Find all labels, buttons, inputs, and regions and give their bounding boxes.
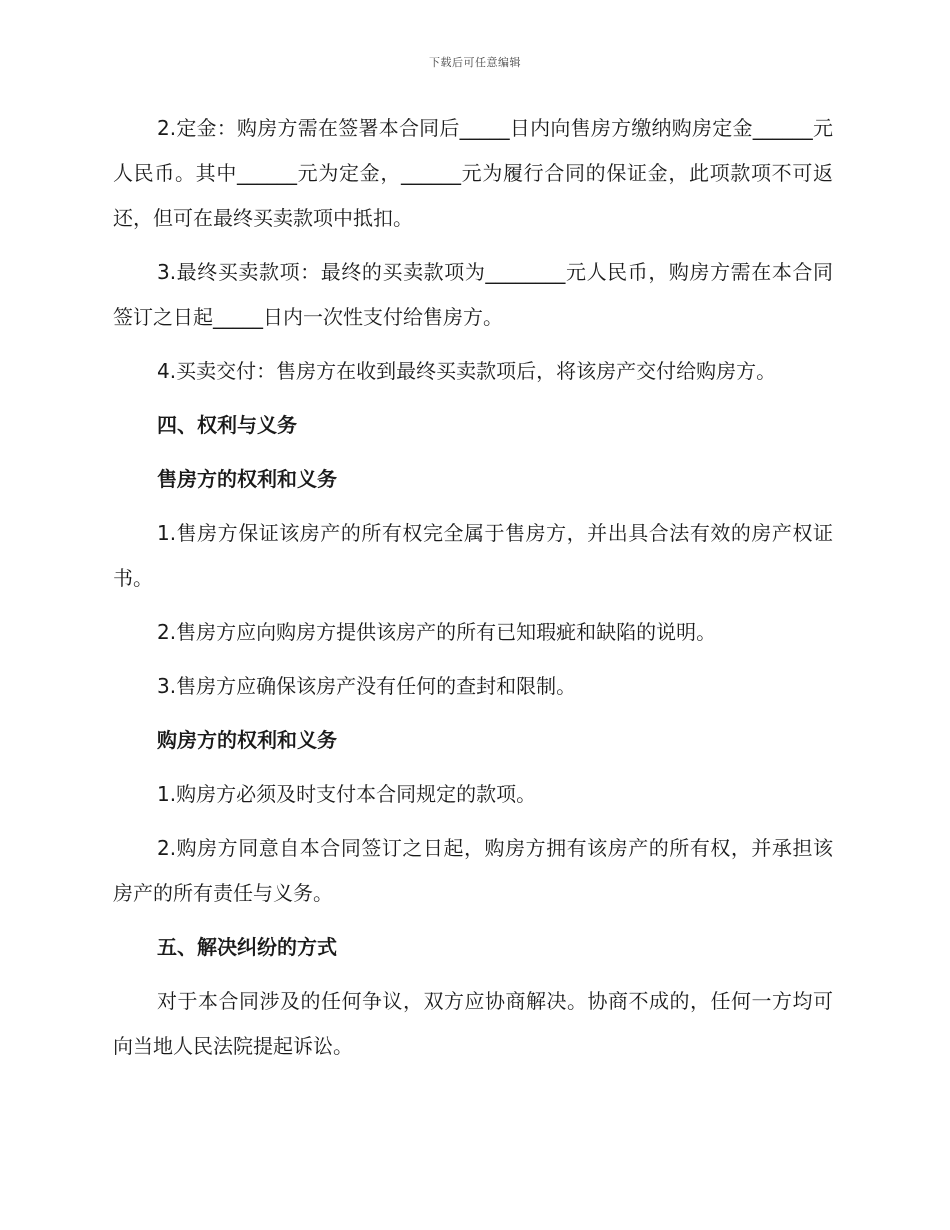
clause-deposit: 2.定金：购房方需在签署本合同后_____日内向售房方缴纳购房定金______元人民币。其中______元为定金，______元为履行合同的保证金，此项款项不可返还，但可在最终买卖款项中抵扣。	[113, 116, 833, 230]
section-heading-dispute: 五、解决纠纷的方式	[157, 935, 337, 959]
subheading-buyer-rights: 购房方的权利和义务	[157, 728, 337, 752]
buyer-clause-2: 2.购房方同意自本合同签订之日起，购房方拥有该房产的所有权，并承担该房产的所有责任与义务。	[113, 836, 833, 905]
page-header: 下载后可任意编辑	[429, 56, 521, 69]
seller-clause-2: 2.售房方应向购房方提供该房产的所有已知瑕疵和缺陷的说明。	[157, 620, 717, 644]
dispute-clause: 对于本合同涉及的任何争议，双方应协商解决。协商不成的，任何一方均可向当地人民法院提起诉讼。	[113, 989, 833, 1058]
section-heading-rights: 四、权利与义务	[157, 413, 297, 437]
buyer-clause-1: 1.购房方必须及时支付本合同规定的款项。	[157, 782, 537, 806]
subheading-seller-rights: 售房方的权利和义务	[157, 467, 337, 491]
clause-delivery: 4.买卖交付：售房方在收到最终买卖款项后，将该房产交付给购房方。	[157, 359, 777, 383]
seller-clause-3: 3.售房方应确保该房产没有任何的查封和限制。	[157, 674, 577, 698]
clause-final-payment: 3.最终买卖款项：最终的买卖款项为________元人民币，购房方需在本合同签订之日起_____日内一次性支付给售房方。	[113, 260, 833, 329]
document-body	[113, 106, 833, 1078]
seller-clause-1: 1.售房方保证该房产的所有权完全属于售房方，并出具合法有效的房产权证书。	[113, 521, 833, 590]
